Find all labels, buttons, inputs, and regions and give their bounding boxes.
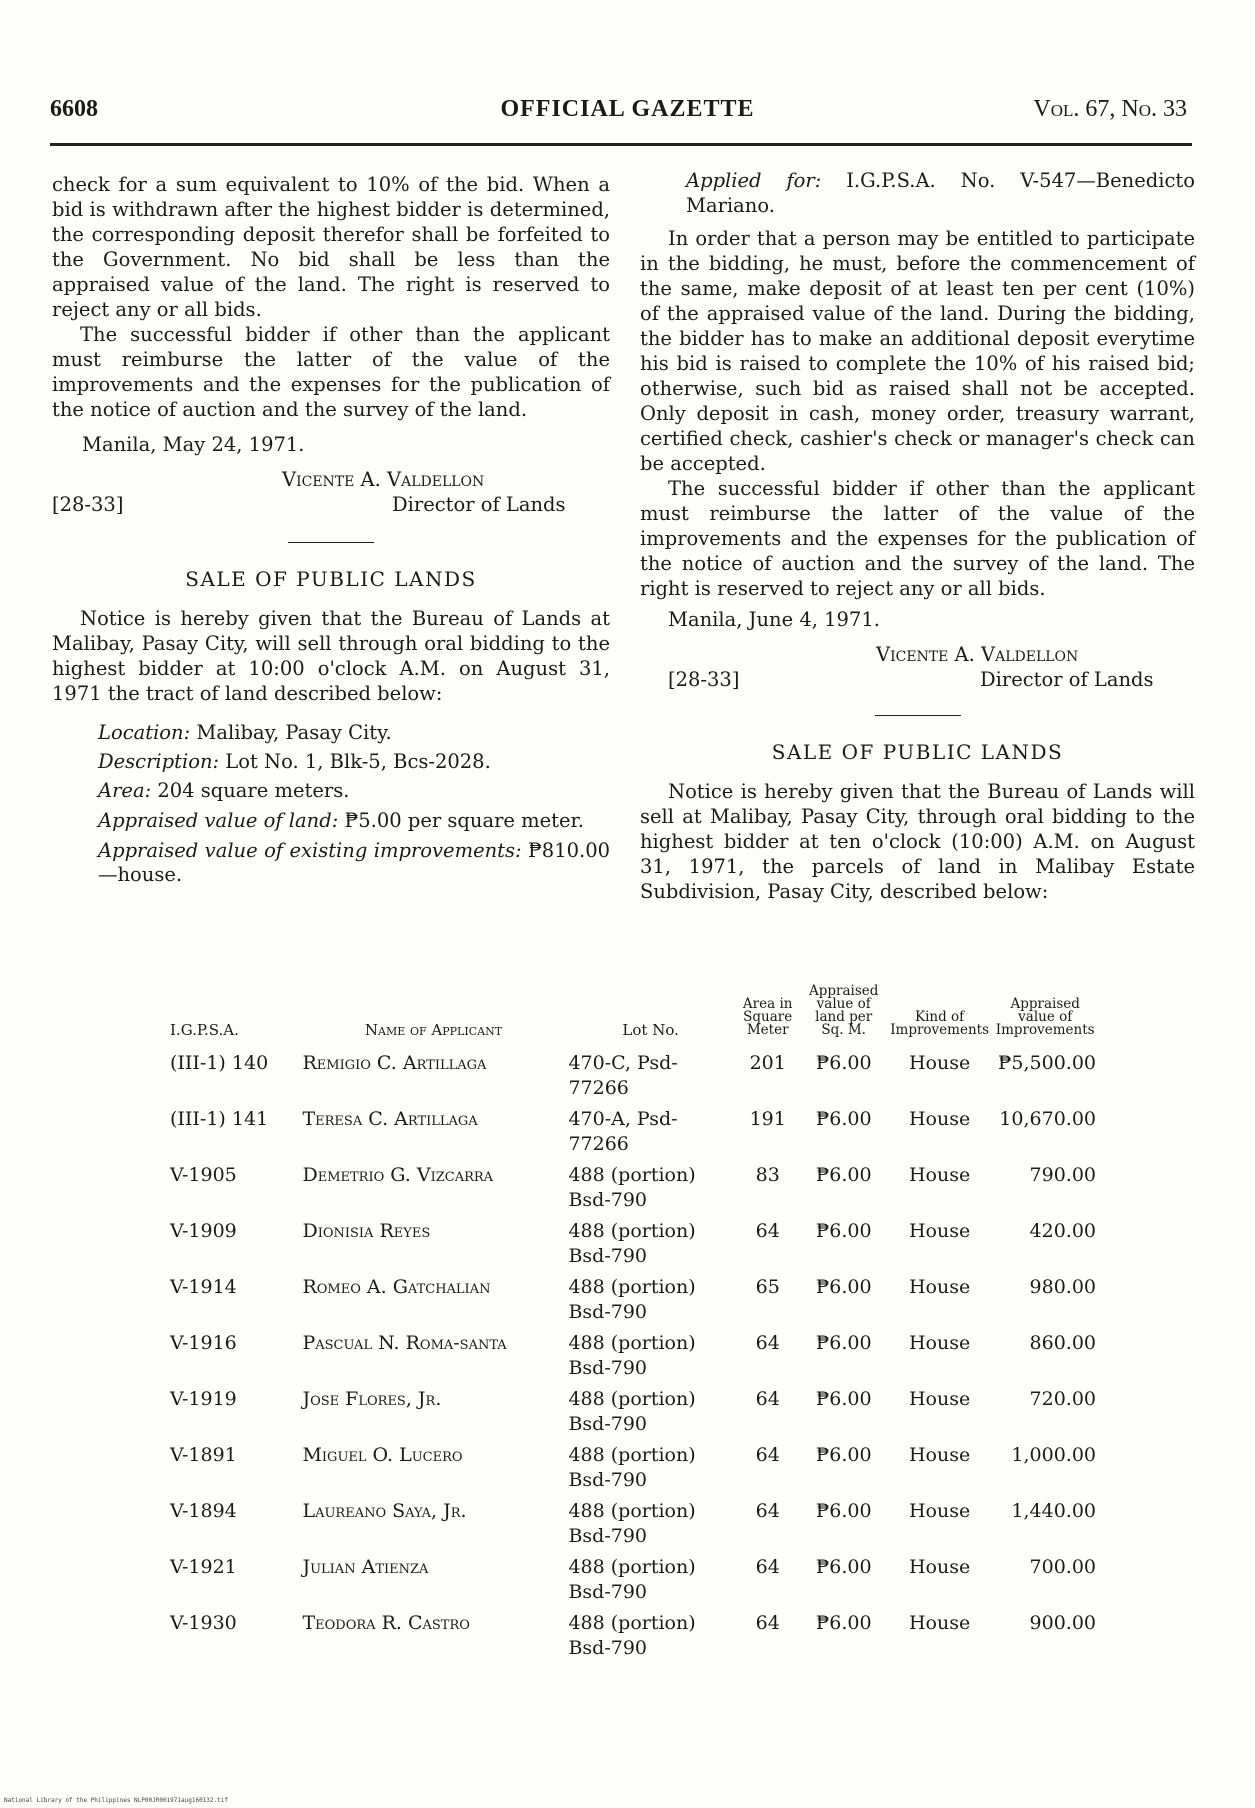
volume-number: Vol. 67, No. 33 [1033, 96, 1187, 122]
header-improvement-value: Appraised value of Improvements [995, 996, 1095, 1038]
igpsa-cell: (III-1) 141 [170, 1108, 269, 1130]
applicant-cell: Teodora R. Castro [302, 1612, 470, 1634]
igpsa-cell: V-1909 [170, 1220, 237, 1242]
improvement-kind-cell: House [908, 1220, 971, 1242]
section-heading: SALE OF PUBLIC LANDS [185, 567, 477, 591]
applicant-cell: Laureano Saya, Jr. [302, 1500, 467, 1522]
improvement-value-cell: 10,670.00 [999, 1108, 1096, 1130]
sale-notice-right: Notice is hereby given that the Bureau of Lands will sell at Malibay, Pasay City, through oral bidding to the highest bidder at ten o'clock (10:00) A.M. on August 31, 1971, the parcels of land in Malibay Estate Subdivision, Pasay City, described below: [640, 780, 1195, 903]
improvement-kind-cell: House [908, 1052, 971, 1074]
header-rule [50, 143, 1192, 146]
area-cell: 64 [755, 1500, 780, 1522]
section-separator-right [875, 715, 961, 716]
table-row [168, 1051, 1098, 1107]
table-row [168, 1219, 1098, 1275]
improvement-value-cell: 860.00 [1029, 1332, 1096, 1354]
improvement-value-cell: 790.00 [1029, 1164, 1096, 1186]
land-value-cell: ₱6.00 [815, 1332, 872, 1354]
header-area: Area in Square Meter [742, 996, 793, 1038]
right-column [640, 168, 1195, 904]
applicant-cell: Dionisia Reyes [302, 1220, 431, 1242]
applicant-cell: Romeo A. Gatchalian [302, 1276, 491, 1298]
igpsa-cell: (III-1) 140 [170, 1052, 269, 1074]
improvement-kind-cell: House [908, 1500, 971, 1522]
land-details [98, 718, 610, 887]
applied-for: Applied for: I.G.P.S.A. No. V-547—Benedicto Mariano. [686, 169, 1195, 217]
improvement-kind-cell: House [908, 1108, 971, 1130]
signatory-name: Vicente A. Valdellon [282, 468, 485, 491]
lot-cell: 488 (portion) Bsd-790 [568, 1388, 696, 1435]
igpsa-cell: V-1891 [170, 1444, 237, 1466]
area-cell: 201 [749, 1052, 786, 1074]
improvement-value-cell: 900.00 [1029, 1612, 1096, 1634]
deposit-paragraph: In order that a person may be entitled to participate in the bidding, he must, before the commencement of the same, make deposit of at least ten per cent (10%) of the appraised value of the land. During the bidding, the bidder has to make an additional deposit everytime his bid is raised to complete the 10% of his raised bid; otherwise, such bid as raised shall not be accepted. Only deposit in cash, money order, treasury warrant, certified check, cashier's check or manager's check can be accepted. [640, 227, 1195, 475]
reference-number: [28-33] [52, 493, 124, 516]
improvement-kind-cell: House [908, 1276, 971, 1298]
section-separator [288, 542, 374, 543]
land-value-cell: ₱6.00 [815, 1220, 872, 1242]
page-number: 6608 [50, 96, 98, 122]
appraised-land-item: Appraised value of land: ₱5.00 per square meter. [98, 809, 584, 832]
lot-cell: 488 (portion) Bsd-790 [568, 1612, 696, 1659]
land-value-cell: ₱6.00 [815, 1388, 872, 1410]
igpsa-cell: V-1905 [170, 1164, 237, 1186]
notice-date-right: Manila, June 4, 1971. [668, 608, 880, 631]
signatory-title-right: Director of Lands [980, 668, 1154, 691]
land-value-cell: ₱6.00 [815, 1164, 872, 1186]
header-lot: Lot No. [622, 1021, 679, 1039]
improvement-value-cell: 980.00 [1029, 1276, 1096, 1298]
area-cell: 64 [755, 1556, 780, 1578]
lot-cell: 488 (portion) Bsd-790 [568, 1556, 696, 1603]
improvement-value-cell: 700.00 [1029, 1556, 1096, 1578]
publication-title: OFFICIAL GAZETTE [500, 96, 755, 122]
igpsa-cell: V-1916 [170, 1332, 237, 1354]
table-row [168, 1499, 1098, 1555]
area-item: Area: 204 square meters. [98, 779, 350, 802]
land-value-cell: ₱6.00 [815, 1556, 872, 1578]
applicant-cell: Teresa C. Artillaga [302, 1108, 478, 1130]
lots-table-body [168, 1051, 1098, 1667]
improvement-value-cell: 1,440.00 [1011, 1500, 1096, 1522]
header-igpsa: I.G.P.S.A. [170, 1021, 239, 1039]
lot-cell: 488 (portion) Bsd-790 [568, 1276, 696, 1323]
lot-cell: 488 (portion) Bsd-790 [568, 1332, 696, 1379]
land-value-cell: ₱6.00 [815, 1444, 872, 1466]
improvement-kind-cell: House [908, 1612, 971, 1634]
improvement-kind-cell: House [908, 1388, 971, 1410]
table-row [168, 1611, 1098, 1667]
reference-number-right: [28-33] [668, 668, 740, 691]
improvement-kind-cell: House [908, 1332, 971, 1354]
land-value-cell: ₱6.00 [815, 1276, 872, 1298]
notice-date: Manila, May 24, 1971. [82, 433, 305, 456]
area-cell: 191 [749, 1108, 786, 1130]
lots-table [168, 985, 1098, 1667]
area-cell: 64 [755, 1332, 780, 1354]
land-value-cell: ₱6.00 [815, 1500, 872, 1522]
improvement-value-cell: 1,000.00 [1011, 1444, 1096, 1466]
igpsa-cell: V-1919 [170, 1388, 237, 1410]
scan-footer: National Library of the Philippines NLP00JR001971aug160132.tif [4, 1797, 228, 1804]
improvement-value-cell: ₱5,500.00 [997, 1052, 1096, 1074]
improvement-value-cell: 720.00 [1029, 1388, 1096, 1410]
land-value-cell: ₱6.00 [815, 1612, 872, 1634]
applicant-cell: Pascual N. Roma-santa [302, 1332, 507, 1354]
lot-cell: 488 (portion) Bsd-790 [568, 1164, 696, 1211]
area-cell: 83 [755, 1164, 780, 1186]
successful-bidder-paragraph-right: The successful bidder if other than the applicant must reimburse the latter of the value of the improvements and the expenses for the publication of the notice of auction and the survey of the land. The right is reserved to reject any or all bids. [640, 477, 1195, 600]
table-row [168, 1443, 1098, 1499]
igpsa-cell: V-1914 [170, 1276, 237, 1298]
applicant-cell: Julian Atienza [302, 1556, 429, 1578]
igpsa-cell: V-1894 [170, 1500, 237, 1522]
lot-cell: 470-C, Psd-77266 [568, 1052, 678, 1099]
header-applicant: Name of Applicant [364, 1021, 503, 1039]
left-column [52, 172, 610, 887]
area-cell: 64 [755, 1388, 780, 1410]
description-item: Description: Lot No. 1, Blk-5, Bcs-2028. [98, 750, 491, 773]
area-cell: 64 [755, 1220, 780, 1242]
table-row [168, 1387, 1098, 1443]
area-cell: 65 [755, 1276, 780, 1298]
improvement-kind-cell: House [908, 1164, 971, 1186]
table-row [168, 1331, 1098, 1387]
signatory-name-right: Vicente A. Valdellon [876, 643, 1079, 666]
sale-notice: Notice is hereby given that the Bureau of Lands at Malibay, Pasay City, will sell through oral bidding to the highest bidder at 10:00 o'clock A.M. on August 31, 1971 the tract of land described below: [52, 607, 610, 705]
table-row [168, 1275, 1098, 1331]
area-cell: 64 [755, 1444, 780, 1466]
land-value-cell: ₱6.00 [815, 1108, 872, 1130]
header-land-value: Appraised value of land per Sq. M. [808, 983, 879, 1038]
area-cell: 64 [755, 1612, 780, 1634]
section-heading-right: SALE OF PUBLIC LANDS [771, 740, 1064, 764]
land-value-cell: ₱6.00 [815, 1052, 872, 1074]
igpsa-cell: V-1930 [170, 1612, 237, 1634]
table-header-row [168, 985, 1098, 1051]
igpsa-cell: V-1921 [170, 1556, 237, 1578]
header-improvement-kind: Kind of Improvements [890, 1009, 989, 1038]
appraised-improvements-item: Appraised value of existing improvements: ₱810.00—house. [98, 839, 611, 886]
applicant-cell: Jose Flores, Jr. [302, 1388, 442, 1410]
applicant-cell: Remigio C. Artillaga [302, 1052, 487, 1074]
lot-cell: 488 (portion) Bsd-790 [568, 1500, 696, 1547]
improvement-kind-cell: House [908, 1444, 971, 1466]
lot-cell: 488 (portion) Bsd-790 [568, 1444, 696, 1491]
successful-bidder-paragraph: The successful bidder if other than the applicant must reimburse the latter of the value of the improvements and the expenses for the publication of the notice of auction and the survey of the land. [52, 323, 610, 421]
location-item: Location: Malibay, Pasay City. [98, 721, 392, 744]
intro-paragraph: check for a sum equivalent to 10% of the bid. When a bid is withdrawn after the highest bidder is determined, the corresponding deposit therefor shall be forfeited to the Government. No bid shall be less than the appraised value of the land. The right is reserved to reject any or all bids. [52, 173, 610, 321]
lot-cell: 488 (portion) Bsd-790 [568, 1220, 696, 1267]
improvement-value-cell: 420.00 [1029, 1220, 1096, 1242]
table-row [168, 1107, 1098, 1163]
signatory-title: Director of Lands [392, 493, 566, 516]
applicant-cell: Miguel O. Lucero [302, 1444, 463, 1466]
applicant-cell: Demetrio G. Vizcarra [302, 1164, 494, 1186]
improvement-kind-cell: House [908, 1556, 971, 1578]
table-row [168, 1555, 1098, 1611]
table-row [168, 1163, 1098, 1219]
lot-cell: 470-A, Psd-77266 [568, 1108, 678, 1155]
